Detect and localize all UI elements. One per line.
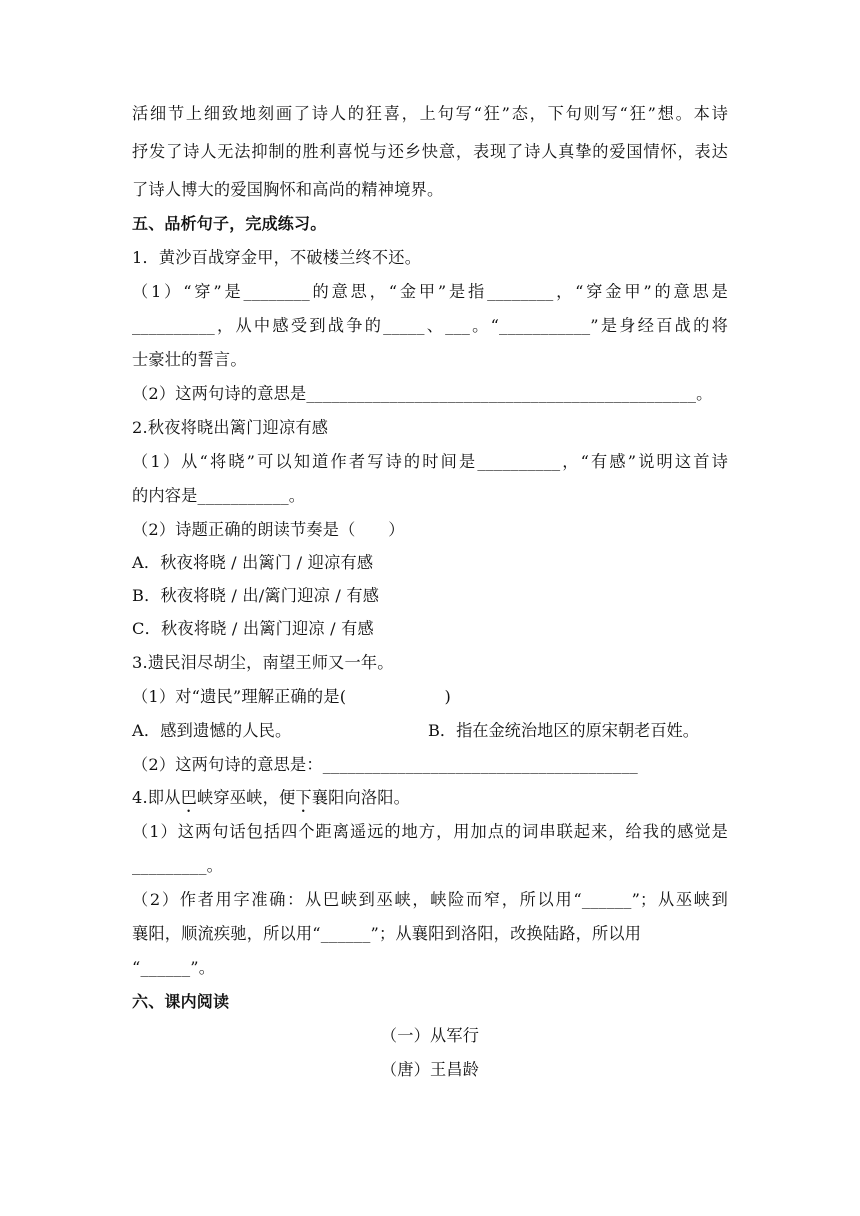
option-b: B．秋夜将晓 / 出/篱门迎凉 / 有感 (132, 586, 380, 605)
title-text: 襄阳向洛阳。 (311, 788, 411, 807)
question-text: （2）诗题正确的朗读节奏是（ ） (132, 520, 405, 539)
dotted-word: 下 (295, 788, 312, 807)
option-c: C．秋夜将晓 / 出篱门迎凉 / 有感 (132, 619, 374, 638)
poem-author: （唐）王昌龄 (380, 1060, 480, 1079)
option-a: A．秋夜将晓 / 出篱门 / 迎凉有感 (132, 553, 374, 572)
question-text: （1）“穿”是________的意思，“金甲”是指________，“穿金甲”的意思是 (132, 282, 728, 301)
question-text: （1）这两句话包括四个距离遥远的地方，用加点的词串联起来，给我的感觉是 (132, 822, 728, 841)
title-text: 4.即从 (132, 788, 181, 807)
question-text: _________。 (132, 856, 224, 875)
question-title: 2.秋夜将晓出篱门迎凉有感 (132, 418, 329, 437)
question-text: 襄阳，顺流疾驰，所以用“______”；从襄阳到洛阳，改换陆路，所以用 (132, 924, 642, 943)
question-text: （1）对“遗民”理解正确的是( ) (132, 687, 452, 706)
paragraph-line: 了诗人博大的爱国胸怀和高尚的精神境界。 (132, 180, 444, 199)
question-text: （2）这两句诗的意思是_______________________________________________。 (132, 384, 713, 403)
question-text: （2）这两句诗的意思是：______________________________________ (132, 755, 638, 774)
question-title (132, 787, 410, 816)
question-text: “______”。 (132, 958, 216, 977)
option-b: B．指在金统治地区的原宋朝老百姓。 (428, 721, 699, 740)
question-title: 3.遗民泪尽胡尘，南望王师又一年。 (132, 653, 394, 672)
question-text: （2）作者用字准确：从巴峡到巫峡，峡险而窄，所以用“______”；从巫峡到 (132, 890, 728, 909)
section-heading: 五、品析句子，完成练习。 (132, 214, 327, 233)
paragraph-line: 活细节上细致地刻画了诗人的狂喜，上句写“狂”态，下句则写“狂”想。本诗 (132, 104, 728, 123)
question-text: （1）从“将晓”可以知道作者写诗的时间是__________，“有感”说明这首诗 (132, 452, 728, 471)
question-text: 士豪壮的誓言。 (132, 350, 247, 369)
question-text: 的内容是___________。 (132, 486, 306, 505)
poem-title: （一）从军行 (380, 1026, 480, 1045)
section-heading: 六、课内阅读 (132, 992, 230, 1011)
option-a: A．感到遗憾的人民。 (132, 721, 292, 740)
question-title: 1．黄沙百战穿金甲，不破楼兰终不还。 (132, 248, 422, 267)
paragraph-line: 抒发了诗人无法抑制的胜利喜悦与还乡快意，表现了诗人真挚的爱国情怀，表达 (132, 142, 728, 161)
dotted-word: 巴 (180, 788, 198, 807)
question-text: __________，从中感受到战争的_____、___。“___________”是身经百战的将 (132, 316, 728, 335)
title-text: 峡穿巫峡，便 (197, 788, 296, 807)
